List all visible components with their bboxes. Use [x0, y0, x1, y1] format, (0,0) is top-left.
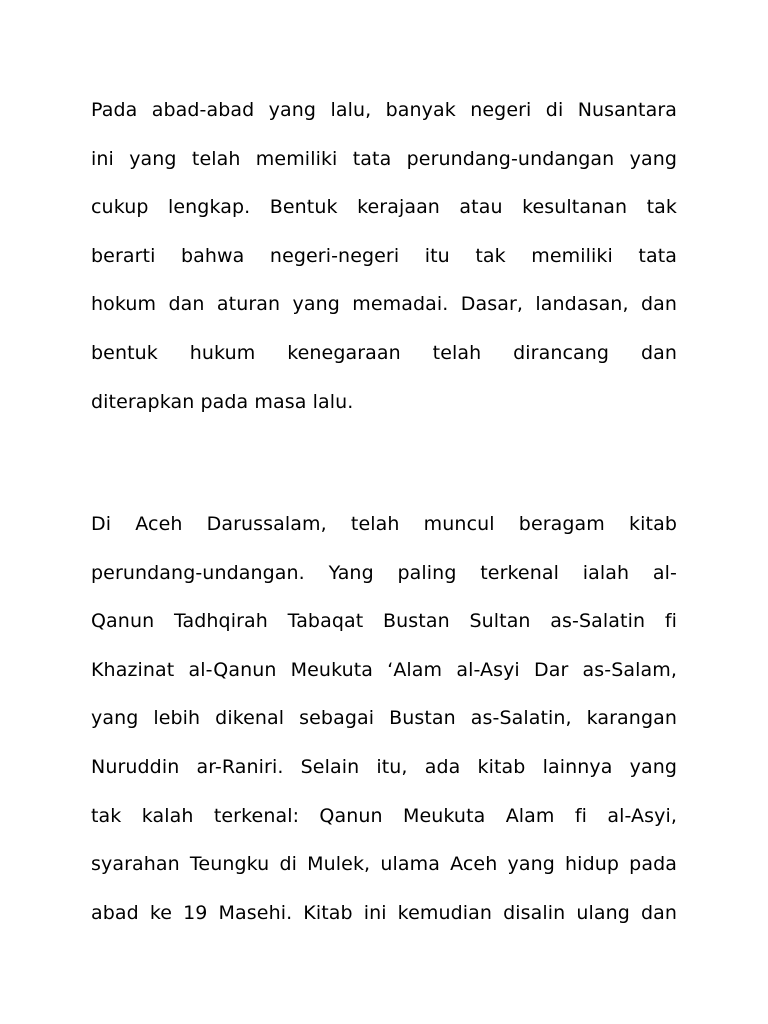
paragraph-1 [91, 86, 677, 426]
paragraph-line: diterapkan pada masa lalu. [91, 390, 354, 413]
paragraph-line: abad ke 19 Masehi. Kitab ini kemudian disalin ulang dan [91, 901, 677, 924]
paragraph-line: berarti bahwa negeri-negeri itu tak memiliki tata [91, 244, 677, 267]
paragraph-line: Khazinat al-Qanun Meukuta ‘Alam al-Asyi Dar as-Salam, [91, 658, 677, 681]
paragraph-line: perundang-undangan. Yang paling terkenal ialah al- [91, 561, 677, 584]
paragraph-line: ini yang telah memiliki tata perundang-undangan yang [91, 147, 677, 170]
paragraph-line: hokum dan aturan yang memadai. Dasar, landasan, dan [91, 293, 677, 316]
paragraph-line: syarahan Teungku di Mulek, ulama Aceh yang hidup pada [91, 853, 677, 876]
paragraph-line: yang lebih dikenal sebagai Bustan as-Salatin, karangan [91, 707, 677, 730]
paragraph-line: tak kalah terkenal: Qanun Meukuta Alam fi al-Asyi, [91, 804, 677, 827]
paragraph-line: Di Aceh Darussalam, telah muncul beragam kitab [91, 513, 677, 535]
paragraph-line: Pada abad-abad yang lalu, banyak negeri di Nusantara [91, 99, 677, 121]
paragraph-line: Nuruddin ar-Raniri. Selain itu, ada kitab lainnya yang [91, 755, 677, 778]
paragraph-line: Qanun Tadhqirah Tabaqat Bustan Sultan as-Salatin fi [91, 610, 677, 633]
paragraph-line: bentuk hukum kenegaraan telah dirancang dan [91, 341, 677, 364]
paragraph-2 [91, 500, 677, 937]
paragraph-line: cukup lengkap. Bentuk kerajaan atau kesultanan tak [91, 196, 677, 219]
